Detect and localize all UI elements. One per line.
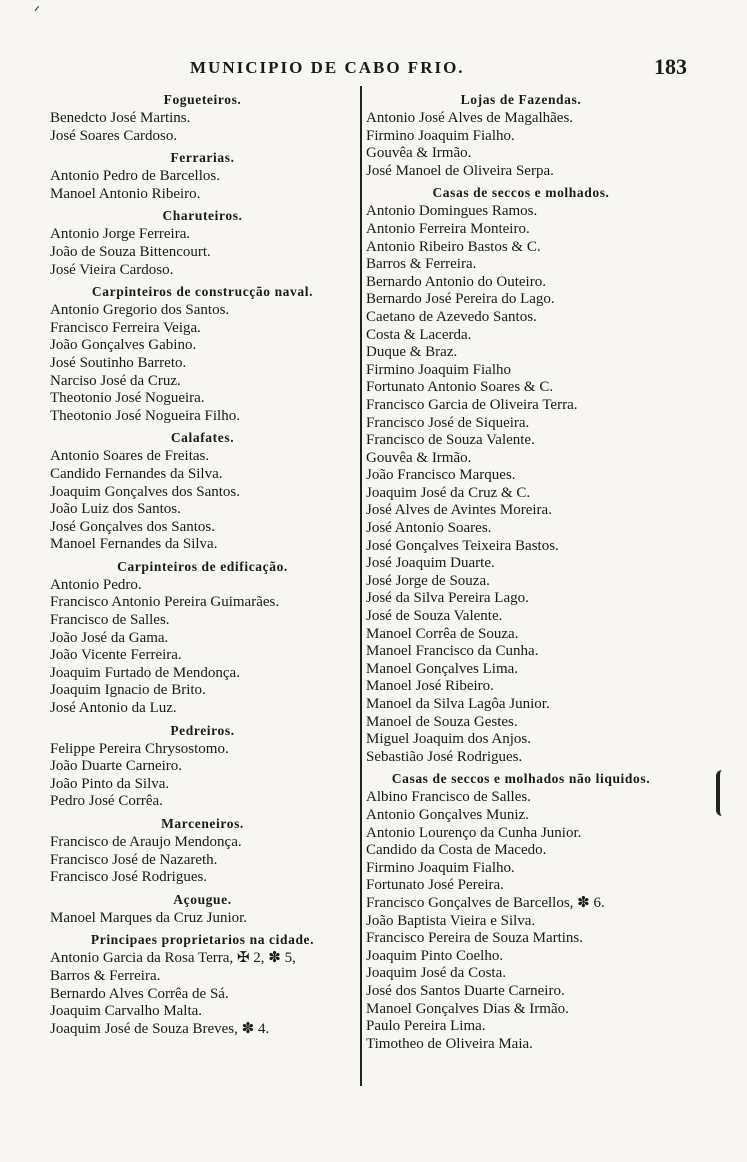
directory-entry: Francisco Ferreira Veiga. — [50, 319, 201, 336]
directory-entry: Theotonio José Nogueira Filho. — [50, 407, 240, 424]
directory-entry: Bernardo Antonio do Outeiro. — [366, 273, 546, 290]
directory-entry: José da Silva Pereira Lago. — [366, 590, 529, 607]
section-heading: Principaes proprietarios na cidade. — [90, 932, 315, 948]
directory-entry: Theotonio José Nogueira. — [50, 390, 205, 407]
directory-section — [366, 91, 676, 180]
directory-entry: Candido Fernandes da Silva. — [50, 465, 223, 482]
page-title: MUNICIPIO DE CABO FRIO. — [190, 58, 465, 77]
directory-entry: Felippe Pereira Chrysostomo. — [50, 740, 229, 757]
directory-entry: Joaquim Carvalho Malta. — [50, 1003, 203, 1020]
directory-entry: Manoel José Ribeiro. — [366, 678, 494, 695]
section-heading: Marceneiros. — [161, 816, 244, 831]
directory-entry: Barros & Ferreira. — [50, 967, 161, 984]
left-column — [50, 88, 355, 1042]
directory-section — [50, 149, 355, 203]
directory-entry: João José da Gama. — [50, 629, 169, 646]
directory-entry: João Francisco Marques. — [366, 467, 516, 484]
directory-entry: Francisco Garcia de Oliveira Terra. — [366, 396, 578, 413]
directory-entry: Francisco Antonio Pereira Guimarães. — [50, 594, 280, 611]
directory-section — [50, 283, 355, 425]
directory-entry: João Luiz dos Santos. — [50, 501, 181, 518]
directory-entry: José Vieira Cardoso. — [50, 261, 174, 278]
directory-entry: Costa & Lacerda. — [366, 326, 472, 343]
directory-entry: Antonio Pedro de Barcellos. — [50, 168, 220, 185]
section-heading: Casas de seccos e molhados não liquidos. — [391, 771, 651, 787]
directory-entry: Narciso José da Cruz. — [50, 372, 181, 389]
directory-entry: Gouvêa & Irmão. — [366, 145, 472, 162]
directory-entry: José Soares Cardoso. — [50, 127, 178, 144]
directory-entry: Miguel Joaquim dos Anjos. — [366, 731, 532, 748]
directory-section — [50, 558, 355, 718]
directory-section — [366, 184, 676, 766]
directory-entry: Francisco de Salles. — [50, 612, 170, 629]
directory-entry: Antonio José Alves de Magalhães. — [366, 110, 574, 126]
directory-entry: Manoel Gonçalves Lima. — [366, 660, 519, 677]
section-heading: Lojas de Fazendas. — [460, 92, 582, 107]
directory-entry: José Alves de Avintes Moreira. — [366, 502, 552, 519]
directory-entry: Joaquim Pinto Coelho. — [366, 947, 504, 964]
section-heading: Charuteiros. — [162, 208, 243, 224]
directory-entry: Caetano de Azevedo Santos. — [366, 308, 537, 325]
directory-entry: José Soutinho Barreto. — [50, 354, 187, 371]
directory-entry: Francisco José Rodrigues. — [50, 869, 208, 886]
directory-entry: Bernardo José Pereira do Lago. — [366, 291, 555, 308]
directory-entry: Pedro José Corrêa. — [50, 793, 163, 810]
directory-entry: Benedcto José Martins. — [50, 110, 191, 126]
directory-entry: Albino Francisco de Salles. — [366, 789, 531, 806]
directory-section — [50, 815, 355, 887]
directory-entry: João Gonçalves Gabino. — [50, 337, 197, 354]
directory-section — [50, 207, 355, 279]
directory-entry: José Gonçalves Teixeira Bastos. — [366, 537, 559, 554]
directory-entry: Sebastião José Rodrigues. — [366, 748, 523, 765]
directory-entry: Francisco Gonçalves de Barcellos, ✽ 6. — [366, 894, 605, 911]
directory-entry: João Pinto da Silva. — [50, 775, 170, 792]
directory-entry: José Gonçalves dos Santos. — [50, 518, 215, 535]
directory-entry: Duque & Braz. — [366, 344, 458, 361]
directory-entry: Gouvêa & Irmão. — [366, 449, 472, 466]
directory-entry: Antonio Pedro. — [50, 576, 142, 593]
directory-entry: Manoel Marques da Cruz Junior. — [50, 909, 248, 926]
directory-entry: Manoel Gonçalves Dias & Irmão. — [366, 1000, 569, 1017]
section-heading: Carpinteiros de construcção naval. — [91, 284, 314, 300]
directory-entry: Fortunato Antonio Soares & C. — [366, 379, 554, 396]
section-heading: Casas de seccos e molhados. — [432, 185, 610, 201]
directory-section — [50, 429, 355, 554]
directory-entry: Joaquim José de Souza Breves, ✽ 4. — [50, 1020, 270, 1037]
directory-entry: Antonio Gonçalves Muniz. — [366, 806, 529, 823]
section-heading: Calafates. — [170, 430, 235, 446]
directory-section — [50, 91, 355, 145]
directory-entry: Bernardo Alves Corrêa de Sá. — [50, 985, 229, 1002]
directory-entry: Candido da Costa de Macedo. — [366, 842, 547, 859]
directory-entry: José Jorge de Souza. — [366, 572, 490, 589]
directory-entry: Joaquim Ignacio de Brito. — [50, 682, 206, 699]
directory-entry: José dos Santos Duarte Carneiro. — [366, 982, 565, 999]
directory-entry: João Duarte Carneiro. — [50, 758, 183, 775]
section-heading: Açougue. — [173, 891, 232, 907]
directory-entry: Firmino Joaquim Fialho. — [366, 127, 515, 144]
directory-entry: José Antonio da Luz. — [50, 700, 177, 717]
directory-entry: João de Souza Bittencourt. — [50, 243, 211, 260]
directory-entry: Francisco de Souza Valente. — [366, 432, 535, 449]
directory-section — [50, 722, 355, 811]
directory-entry: Manoel Fernandes da Silva. — [50, 536, 218, 553]
directory-entry: José Manoel de Oliveira Serpa. — [366, 162, 554, 179]
directory-entry: João Baptista Vieira e Silva. — [366, 912, 536, 929]
directory-entry: Paulo Pereira Lima. — [366, 1018, 486, 1035]
page-header — [190, 54, 687, 79]
directory-entry: Timotheo de Oliveira Maia. — [366, 1035, 533, 1052]
directory-entry: Antonio Ferreira Monteiro. — [366, 220, 530, 237]
section-heading: Pedreiros. — [170, 722, 235, 738]
directory-entry: Francisco de Araujo Mendonça. — [50, 834, 242, 850]
directory-entry: João Vicente Ferreira. — [50, 647, 182, 664]
corner-ink-mark: ᐟ — [34, 5, 40, 20]
directory-entry: Manoel de Souza Gestes. — [366, 713, 518, 730]
directory-entry: Antonio Jorge Ferreira. — [50, 226, 191, 243]
directory-entry: José de Souza Valente. — [366, 608, 503, 625]
directory-entry: José Antonio Soares. — [366, 520, 492, 537]
directory-entry: Manoel Francisco da Cunha. — [366, 643, 539, 660]
directory-entry: Firmino Joaquim Fialho. — [366, 859, 515, 876]
directory-entry: Manoel da Silva Lagôa Junior. — [366, 696, 550, 712]
margin-bracket-mark — [716, 770, 728, 816]
directory-entry: Francisco José de Siqueira. — [366, 414, 530, 431]
directory-entry: Joaquim Gonçalves dos Santos. — [50, 483, 240, 500]
directory-entry: Joaquim José da Cruz & C. — [366, 484, 531, 501]
column-divider — [360, 86, 362, 1086]
directory-entry: Antonio Garcia da Rosa Terra, ✠ 2, ✽ 5, — [50, 950, 296, 967]
directory-entry: Antonio Lourenço da Cunha Junior. — [366, 824, 582, 841]
directory-entry: Barros & Ferreira. — [366, 256, 477, 273]
directory-entry: Manoel Corrêa de Souza. — [366, 625, 519, 642]
directory-entry: Francisco José de Nazareth. — [50, 851, 218, 868]
directory-entry: Manoel Antonio Ribeiro. — [50, 185, 201, 202]
directory-entry: Antonio Ribeiro Bastos & C. — [366, 238, 541, 255]
directory-entry: Francisco Pereira de Souza Martins. — [366, 930, 584, 947]
directory-entry: Fortunato José Pereira. — [366, 877, 504, 894]
directory-section — [366, 770, 676, 1053]
right-column — [366, 88, 676, 1057]
directory-section — [50, 931, 355, 1038]
directory-entry: Firmino Joaquim Fialho — [366, 361, 512, 378]
directory-section — [50, 891, 355, 928]
directory-entry: Joaquim Furtado de Mendonça. — [50, 664, 240, 681]
directory-entry: Antonio Domingues Ramos. — [366, 203, 538, 220]
directory-entry: Antonio Gregorio dos Santos. — [50, 302, 230, 319]
directory-entry: Antonio Soares de Freitas. — [50, 448, 210, 465]
directory-entry: Joaquim José da Costa. — [366, 965, 506, 982]
section-heading: Carpinteiros de edificação. — [117, 558, 288, 574]
section-heading: Fogueteiros. — [163, 92, 242, 107]
page-number: 183 — [654, 54, 687, 79]
section-heading: Ferrarias. — [170, 150, 235, 166]
directory-entry: José Joaquim Duarte. — [366, 555, 495, 572]
